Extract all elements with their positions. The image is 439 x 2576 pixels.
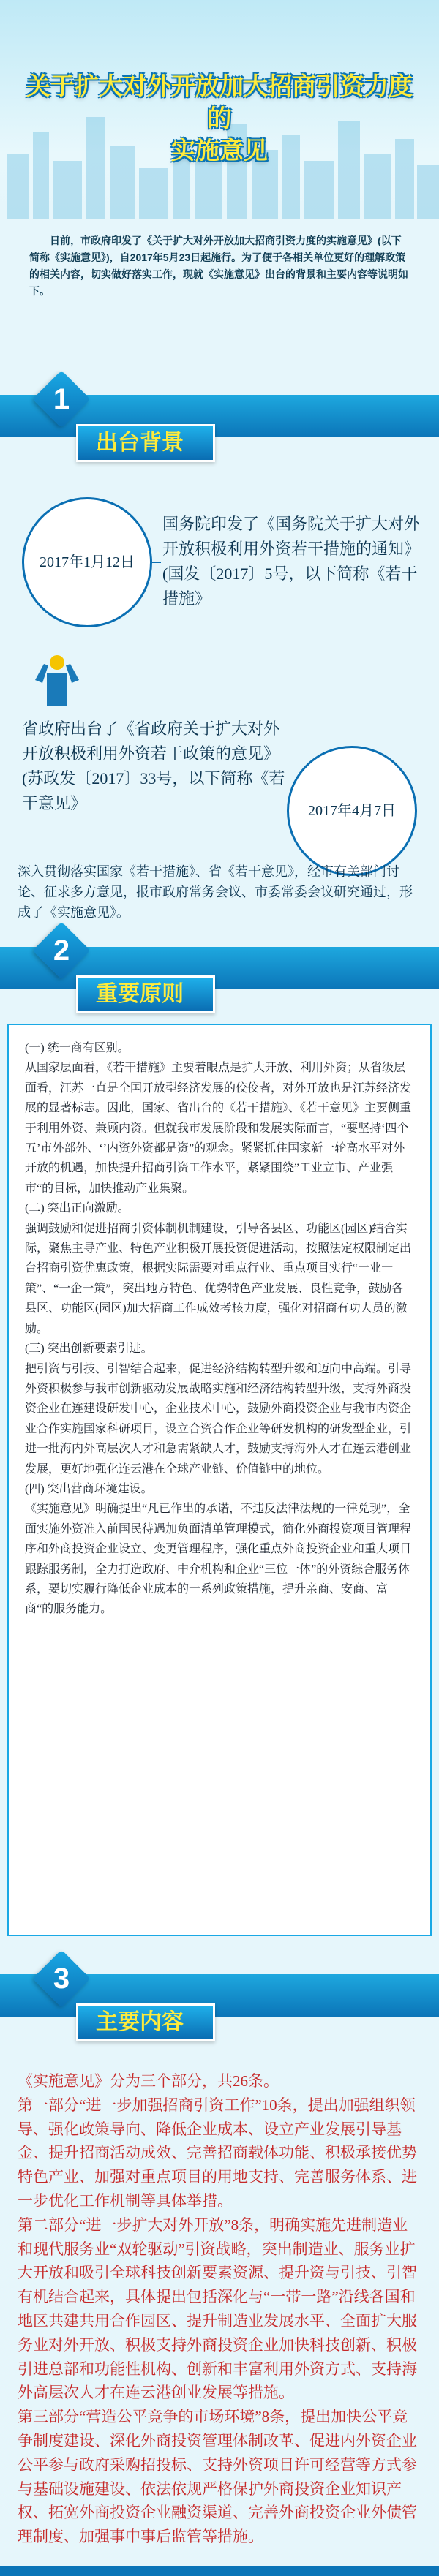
- date-circle-2: 2017年4月7日: [287, 746, 417, 876]
- date-circle-1: 2017年1月12日: [22, 497, 152, 627]
- header-banner: [0, 0, 439, 219]
- intro-paragraph: 日前，市政府印发了《关于扩大对外开放加大招商引资力度的实施意见》(以下简称《实施意见》)，自2017年5月23日起施行。为了便于各相关单位更好的理解政策的相关内容，切实做好落实工作，现就《实施意见》出台的背景和主要内容等说明如下。: [29, 235, 408, 297]
- title-line-2: 实施意见: [171, 137, 268, 164]
- page-title: [15, 70, 424, 167]
- principle-3-heading: (三) 突出创新要素引进。: [25, 1342, 153, 1356]
- content-paragraph-4: 第三部分“营造公平竞争的市场环境”8条，提出加快公平竞争制度建设、深化外商投资管理体制改革、促进内外资企业公平参与政府采购招投标、支持外资项目许可经营等方式参与基础设施建设、依法依规严格保护外商投资企业知识产权、拓宽外商投资企业融资渠道、完善外商投资企业外债管理制度、加强事中事后监管等措施。: [18, 2408, 417, 2546]
- background-summary: 深入贯彻落实国家《若干措施》、省《若干意见》，经市有关部门讨论、征求多方意见，报市政府常务会议、市委常委会议研究通过，形成了《实施意见》。: [18, 864, 413, 920]
- title-line-1: 关于扩大对外开放加大招商引资力度的: [26, 72, 413, 132]
- principle-3-body: 把引资与引技、引智结合起来，促进经济结构转型升级和迈向中高端。引导外资积极参与我市创新驱动发展战略实施和经济结构转型升级，支持外商投资企业在连建设研发中心，企业技术中心，鼓励外商投资企业与我市内资企业合作实施国家科研项目，设立合资合作企业等研发机构的研发型企业，引进一批海内外高层次人才和急需紧缺人才，鼓励支持海外人才在连云港创业发展，更好地强化连云港在全球产业链、价值链中的地位。: [25, 1362, 412, 1476]
- principles-text: [25, 1038, 413, 1620]
- footer-band: [0, 2566, 439, 2576]
- section-1-title: 出台背景: [76, 424, 215, 462]
- background-text-1: 国务院印发了《国务院关于扩大对外开放积极利用外资若干措施的通知》(国发〔2017〕5号，以下简称《若干措施》: [162, 515, 421, 608]
- content-paragraph-3: 第二部分“进一步扩大对外开放”8条，明确实施先进制造业和现代服务业“双轮驱动”引资战略，突出制造业、服务业扩大开放和吸引全球科技创新要素资源、提升资与引技、引智有机结合起来，具体提出包括深化与“一带一路”沿线各国和地区共建共用合作园区、提升制造业发展水平、全面扩大服务业对外开放、积极支持外商投资企业加快科技创新、积极引进总部和功能性机构、创新和丰富利用外资方式、支持海外高层次人才在连云港创业发展等措施。: [18, 2216, 417, 2402]
- content-paragraph-1: 《实施意见》分为三个部分，共26条。: [18, 2072, 279, 2090]
- principle-1-heading: (一) 统一商有区别。: [25, 1042, 130, 1054]
- principle-4-heading: (四) 突出营商环境建设。: [25, 1482, 153, 1495]
- principle-4-body: 《实施意见》明确提出“凡已作出的承诺，不违反法律法规的一律兑现”，全面实施外资准入前国民待遇加负面清单管理模式，简化外商投资项目管理程序和外商投资企业设立、变更管理程序，强化重点外商投资企业和重大项目跟踪服务制，全力打造政府、中介机构和企业“三位一体”的外资综合服务体系，要切实履行降低企业成本的一系列政策措施，提升亲商、安商、富商“的服务能力。: [25, 1503, 412, 1616]
- main-content-text: [18, 2069, 421, 2549]
- content-paragraph-2: 第一部分“进一步加强招商引资工作”10条，提出加强组织领导、强化政策导向、降低企业成本、设立产业发展引导基金、提升招商活动成效、完善招商载体功能、积极承接优势特色产业、加强对重点项目的用地支持、完善服务体系、进一步优化工作机制等具体举措。: [18, 2096, 417, 2210]
- raised-hands-icon: [29, 651, 85, 709]
- section-2-title: 重要原则: [76, 975, 215, 1013]
- section-3-number-badge: 3: [32, 1949, 90, 2007]
- section-2-number-badge: 2: [32, 921, 90, 979]
- principle-1-body: 从国家层面看，《若干措施》主要着眼点是扩大开放、利用外资；从省级层面看，江苏一直是全国开放型经济发展的佼佼者，对外开放也是江苏经济发展的显著标志。因此，国家、省出台的《若干措施》、《若干意见》主要侧重于利用外资、兼顾内资。但就我市发展阶段和发展实际而言，“要坚持‘四个五’市外部外、‘’内资外资都是资”的观念。紧紧抓住国家新一轮高水平对外开放的机遇，加快提升招商引资工作水平，紧紧围绕”工业立市、产业强市“的目标，加快推动产业集聚。: [25, 1062, 412, 1195]
- principle-2-body: 强调鼓励和促进招商引资体制机制建设，引导各县区、功能区(园区)结合实际，聚焦主导产业、特色产业积极开展投资促进活动，按照法定权限制定出台招商引资优惠政策，根据实际需要对重点行业、重点项目实行“一业一策”、“一企一策”，突出地方特色、优势特色产业发展、良性竞争，鼓励各县区、功能区(园区)加大招商工作成效考核力度，强化对招商有功人员的激励。: [25, 1222, 412, 1335]
- section-3-title: 主要内容: [76, 2003, 215, 2041]
- background-text-2: 省政府出台了《省政府关于扩大对外开放积极利用外资若干政策的意见》(苏政发〔2017〕33号，以下简称《若干意见》: [22, 719, 285, 812]
- principles-card: [7, 1024, 432, 1936]
- section-1-number-badge: 1: [32, 370, 90, 428]
- principle-2-heading: (二) 突出正向激励。: [25, 1202, 130, 1215]
- connector-line: [152, 562, 161, 563]
